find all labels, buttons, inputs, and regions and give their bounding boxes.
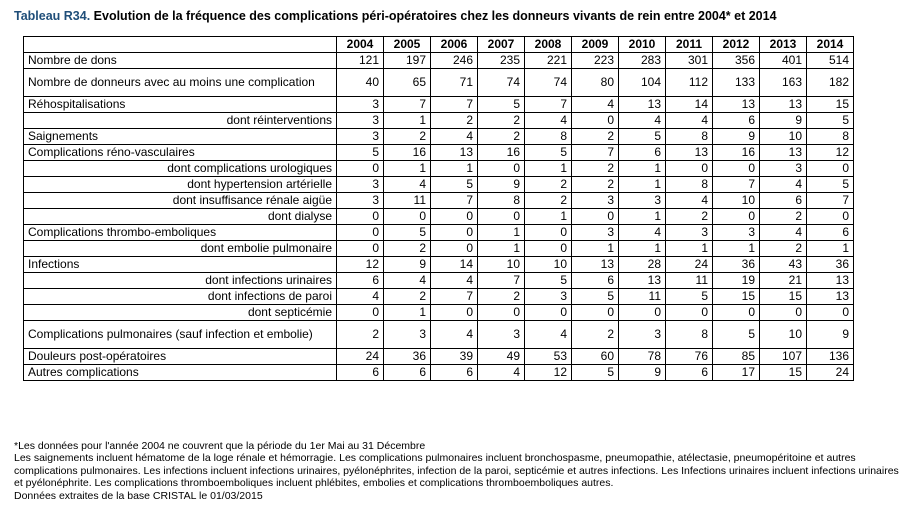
subcategory-label: dont insuffisance rénale aigüe: [24, 193, 337, 209]
value-cell: 78: [619, 349, 666, 365]
value-cell: 2: [525, 193, 572, 209]
value-cell: 13: [807, 289, 854, 305]
value-cell: 1: [666, 241, 713, 257]
value-cell: 3: [572, 225, 619, 241]
value-cell: 9: [760, 113, 807, 129]
value-cell: 5: [807, 113, 854, 129]
value-cell: 5: [572, 289, 619, 305]
value-cell: 0: [807, 161, 854, 177]
value-cell: 6: [666, 365, 713, 381]
category-label: Douleurs post-opératoires: [24, 349, 337, 365]
value-cell: 12: [525, 365, 572, 381]
year-header: 2012: [713, 37, 760, 53]
value-cell: 121: [337, 53, 384, 69]
value-cell: 1: [525, 209, 572, 225]
value-cell: 8: [807, 129, 854, 145]
value-cell: 3: [337, 113, 384, 129]
value-cell: 4: [572, 97, 619, 113]
value-cell: 2: [760, 241, 807, 257]
table-row: [24, 273, 854, 289]
value-cell: 9: [384, 257, 431, 273]
value-cell: 356: [713, 53, 760, 69]
value-cell: 0: [431, 225, 478, 241]
value-cell: 7: [572, 145, 619, 161]
value-cell: 2: [384, 241, 431, 257]
value-cell: 11: [666, 273, 713, 289]
table-row: [24, 321, 854, 349]
value-cell: 36: [384, 349, 431, 365]
value-cell: 6: [760, 193, 807, 209]
table-row: [24, 193, 854, 209]
year-header: 2008: [525, 37, 572, 53]
category-label: Nombre de donneurs avec au moins une complication: [24, 69, 337, 97]
value-cell: 24: [337, 349, 384, 365]
value-cell: 13: [807, 273, 854, 289]
value-cell: 1: [619, 177, 666, 193]
header-row: [24, 37, 854, 53]
value-cell: 6: [572, 273, 619, 289]
value-cell: 7: [431, 289, 478, 305]
value-cell: 2: [431, 113, 478, 129]
value-cell: 223: [572, 53, 619, 69]
value-cell: 0: [337, 209, 384, 225]
value-cell: 4: [666, 113, 713, 129]
value-cell: 7: [525, 97, 572, 113]
value-cell: 6: [384, 365, 431, 381]
value-cell: 2: [384, 289, 431, 305]
subcategory-label: dont embolie pulmonaire: [24, 241, 337, 257]
value-cell: 15: [760, 289, 807, 305]
value-cell: 49: [478, 349, 525, 365]
value-cell: 0: [478, 209, 525, 225]
value-cell: 4: [431, 273, 478, 289]
value-cell: 7: [713, 177, 760, 193]
value-cell: 2: [337, 321, 384, 349]
table-row: [24, 177, 854, 193]
value-cell: 13: [666, 145, 713, 161]
value-cell: 5: [478, 97, 525, 113]
year-header: 2006: [431, 37, 478, 53]
value-cell: 36: [807, 257, 854, 273]
value-cell: 85: [713, 349, 760, 365]
value-cell: 4: [666, 193, 713, 209]
value-cell: 9: [807, 321, 854, 349]
value-cell: 5: [807, 177, 854, 193]
year-header: 2009: [572, 37, 619, 53]
value-cell: 1: [431, 161, 478, 177]
value-cell: 17: [713, 365, 760, 381]
value-cell: 13: [619, 97, 666, 113]
value-cell: 6: [807, 225, 854, 241]
value-cell: 0: [337, 241, 384, 257]
table-row: [24, 69, 854, 97]
category-label: Réhospitalisations: [24, 97, 337, 113]
value-cell: 0: [713, 209, 760, 225]
value-cell: 9: [478, 177, 525, 193]
value-cell: 13: [572, 257, 619, 273]
table-row: [24, 257, 854, 273]
year-header: 2005: [384, 37, 431, 53]
value-cell: 5: [713, 321, 760, 349]
value-cell: 0: [760, 305, 807, 321]
value-cell: 0: [666, 161, 713, 177]
table-caption: Evolution de la fréquence des complications péri-opératoires chez les donneurs vivants de rein entre 2004* et 2014: [90, 9, 777, 23]
subcategory-label: dont infections urinaires: [24, 273, 337, 289]
value-cell: 2: [572, 177, 619, 193]
value-cell: 3: [713, 225, 760, 241]
value-cell: 3: [337, 129, 384, 145]
value-cell: 2: [478, 129, 525, 145]
value-cell: 0: [666, 305, 713, 321]
value-cell: 16: [478, 145, 525, 161]
value-cell: 2: [760, 209, 807, 225]
value-cell: 1: [478, 225, 525, 241]
value-cell: 3: [384, 321, 431, 349]
value-cell: 0: [525, 225, 572, 241]
value-cell: 4: [619, 225, 666, 241]
table-number: Tableau R34.: [14, 9, 91, 23]
value-cell: 11: [619, 289, 666, 305]
year-header: 2010: [619, 37, 666, 53]
value-cell: 40: [337, 69, 384, 97]
value-cell: 0: [525, 305, 572, 321]
value-cell: 0: [431, 241, 478, 257]
value-cell: 5: [572, 365, 619, 381]
value-cell: 0: [431, 305, 478, 321]
value-cell: 0: [572, 209, 619, 225]
value-cell: 8: [478, 193, 525, 209]
table-row: [24, 209, 854, 225]
value-cell: 0: [337, 161, 384, 177]
value-cell: 4: [431, 129, 478, 145]
value-cell: 13: [760, 97, 807, 113]
value-cell: 2: [572, 129, 619, 145]
value-cell: 7: [807, 193, 854, 209]
value-cell: 112: [666, 69, 713, 97]
value-cell: 13: [713, 97, 760, 113]
category-label: Complications pulmonaires (sauf infection et embolie): [24, 321, 337, 349]
value-cell: 4: [478, 365, 525, 381]
value-cell: 36: [713, 257, 760, 273]
value-cell: 12: [337, 257, 384, 273]
value-cell: 246: [431, 53, 478, 69]
value-cell: 7: [384, 97, 431, 113]
value-cell: 3: [760, 161, 807, 177]
value-cell: 5: [525, 273, 572, 289]
value-cell: 1: [525, 161, 572, 177]
value-cell: 5: [431, 177, 478, 193]
value-cell: 2: [666, 209, 713, 225]
value-cell: 0: [478, 305, 525, 321]
value-cell: 3: [337, 97, 384, 113]
value-cell: 0: [807, 209, 854, 225]
value-cell: 4: [384, 177, 431, 193]
value-cell: 60: [572, 349, 619, 365]
value-cell: 76: [666, 349, 713, 365]
table-row: [24, 289, 854, 305]
value-cell: 133: [713, 69, 760, 97]
value-cell: 0: [384, 209, 431, 225]
value-cell: 1: [619, 241, 666, 257]
value-cell: 0: [337, 225, 384, 241]
table-row: [24, 305, 854, 321]
value-cell: 2: [572, 321, 619, 349]
value-cell: 197: [384, 53, 431, 69]
value-cell: 514: [807, 53, 854, 69]
value-cell: 107: [760, 349, 807, 365]
value-cell: 15: [807, 97, 854, 113]
value-cell: 74: [478, 69, 525, 97]
value-cell: 3: [337, 177, 384, 193]
value-cell: 8: [666, 129, 713, 145]
category-label: Saignements: [24, 129, 337, 145]
value-cell: 301: [666, 53, 713, 69]
subcategory-label: dont septicémie: [24, 305, 337, 321]
table-row: [24, 145, 854, 161]
year-header: 2004: [337, 37, 384, 53]
value-cell: 5: [384, 225, 431, 241]
value-cell: 4: [760, 177, 807, 193]
value-cell: 7: [431, 97, 478, 113]
value-cell: 2: [478, 289, 525, 305]
category-label: Complications thrombo-emboliques: [24, 225, 337, 241]
value-cell: 16: [713, 145, 760, 161]
header-corner: [24, 37, 337, 53]
value-cell: 71: [431, 69, 478, 97]
value-cell: 1: [384, 161, 431, 177]
subcategory-label: dont dialyse: [24, 209, 337, 225]
category-label: Infections: [24, 257, 337, 273]
table-row: [24, 365, 854, 381]
value-cell: 4: [431, 321, 478, 349]
value-cell: 10: [525, 257, 572, 273]
value-cell: 0: [713, 305, 760, 321]
value-cell: 0: [478, 161, 525, 177]
value-cell: 1: [572, 241, 619, 257]
value-cell: 0: [572, 305, 619, 321]
value-cell: 401: [760, 53, 807, 69]
table-row: [24, 97, 854, 113]
value-cell: 283: [619, 53, 666, 69]
year-header: 2011: [666, 37, 713, 53]
value-cell: 1: [619, 209, 666, 225]
value-cell: 6: [431, 365, 478, 381]
value-cell: 7: [478, 273, 525, 289]
value-cell: 2: [384, 129, 431, 145]
value-cell: 74: [525, 69, 572, 97]
value-cell: 43: [760, 257, 807, 273]
category-label: Autres complications: [24, 365, 337, 381]
value-cell: 13: [619, 273, 666, 289]
value-cell: 5: [619, 129, 666, 145]
value-cell: 6: [619, 145, 666, 161]
value-cell: 6: [713, 113, 760, 129]
value-cell: 14: [666, 97, 713, 113]
value-cell: 3: [666, 225, 713, 241]
value-cell: 65: [384, 69, 431, 97]
value-cell: 5: [337, 145, 384, 161]
table-body: [24, 53, 854, 381]
value-cell: 182: [807, 69, 854, 97]
value-cell: 4: [337, 289, 384, 305]
value-cell: 4: [619, 113, 666, 129]
year-header: 2007: [478, 37, 525, 53]
value-cell: 0: [572, 113, 619, 129]
value-cell: 3: [478, 321, 525, 349]
value-cell: 5: [525, 145, 572, 161]
value-cell: 1: [478, 241, 525, 257]
value-cell: 0: [431, 209, 478, 225]
value-cell: 0: [337, 305, 384, 321]
value-cell: 39: [431, 349, 478, 365]
table-title: [14, 9, 777, 23]
value-cell: 5: [666, 289, 713, 305]
value-cell: 10: [760, 321, 807, 349]
value-cell: 13: [760, 145, 807, 161]
subcategory-label: dont hypertension artérielle: [24, 177, 337, 193]
value-cell: 15: [760, 365, 807, 381]
table-row: [24, 161, 854, 177]
value-cell: 16: [384, 145, 431, 161]
value-cell: 19: [713, 273, 760, 289]
value-cell: 1: [713, 241, 760, 257]
value-cell: 4: [760, 225, 807, 241]
value-cell: 3: [525, 289, 572, 305]
subcategory-label: dont complications urologiques: [24, 161, 337, 177]
table-row: [24, 225, 854, 241]
value-cell: 11: [384, 193, 431, 209]
value-cell: 9: [619, 365, 666, 381]
footnote-source: Données extraites de la base CRISTAL le 01/03/2015: [14, 489, 263, 502]
subcategory-label: dont réinterventions: [24, 113, 337, 129]
value-cell: 136: [807, 349, 854, 365]
value-cell: 1: [807, 241, 854, 257]
value-cell: 3: [572, 193, 619, 209]
table-row: [24, 349, 854, 365]
value-cell: 8: [666, 177, 713, 193]
category-label: Nombre de dons: [24, 53, 337, 69]
value-cell: 24: [666, 257, 713, 273]
value-cell: 2: [478, 113, 525, 129]
value-cell: 21: [760, 273, 807, 289]
value-cell: 3: [619, 193, 666, 209]
value-cell: 10: [713, 193, 760, 209]
value-cell: 0: [713, 161, 760, 177]
value-cell: 9: [713, 129, 760, 145]
value-cell: 4: [384, 273, 431, 289]
value-cell: 163: [760, 69, 807, 97]
value-cell: 10: [478, 257, 525, 273]
value-cell: 2: [525, 177, 572, 193]
value-cell: 3: [619, 321, 666, 349]
value-cell: 7: [431, 193, 478, 209]
value-cell: 28: [619, 257, 666, 273]
value-cell: 1: [384, 113, 431, 129]
value-cell: 14: [431, 257, 478, 273]
footnotes: [14, 440, 909, 502]
value-cell: 2: [572, 161, 619, 177]
value-cell: 8: [525, 129, 572, 145]
value-cell: 12: [807, 145, 854, 161]
value-cell: 80: [572, 69, 619, 97]
table-row: [24, 129, 854, 145]
footnote-definitions: Les saignements incluent hématome de la loge rénale et hémorragie. Les complications pulmonaires incluent bronchospasme, pneumopathie, atélectasie, pneumopéritoine et autres complications pulmonaires. Les infections incluent infections urinaires, pyélonéphrites, infection de la paroi, septicémie et autres infections. Les Infections urinaires incluent infections urinaires et pyélonéphrite. Les complications thromboemboliques incluent phlébites, embolies et complications thromboemboliques autres.: [14, 452, 899, 490]
value-cell: 13: [431, 145, 478, 161]
value-cell: 1: [384, 305, 431, 321]
value-cell: 8: [666, 321, 713, 349]
table-row: [24, 241, 854, 257]
value-cell: 53: [525, 349, 572, 365]
table-row: [24, 113, 854, 129]
value-cell: 6: [337, 273, 384, 289]
footnote-period: *Les données pour l'année 2004 ne couvrent que la période du 1er Mai au 31 Décembre: [14, 440, 426, 452]
year-header: 2013: [760, 37, 807, 53]
year-header: 2014: [807, 37, 854, 53]
value-cell: 221: [525, 53, 572, 69]
value-cell: 3: [337, 193, 384, 209]
value-cell: 0: [807, 305, 854, 321]
subcategory-label: dont infections de paroi: [24, 289, 337, 305]
value-cell: 15: [713, 289, 760, 305]
value-cell: 6: [337, 365, 384, 381]
category-label: Complications réno-vasculaires: [24, 145, 337, 161]
value-cell: 235: [478, 53, 525, 69]
value-cell: 10: [760, 129, 807, 145]
value-cell: 0: [619, 305, 666, 321]
table-row: [24, 53, 854, 69]
value-cell: 4: [525, 113, 572, 129]
value-cell: 1: [619, 161, 666, 177]
value-cell: 4: [525, 321, 572, 349]
value-cell: 104: [619, 69, 666, 97]
value-cell: 0: [525, 241, 572, 257]
complications-table: [23, 36, 854, 381]
value-cell: 24: [807, 365, 854, 381]
